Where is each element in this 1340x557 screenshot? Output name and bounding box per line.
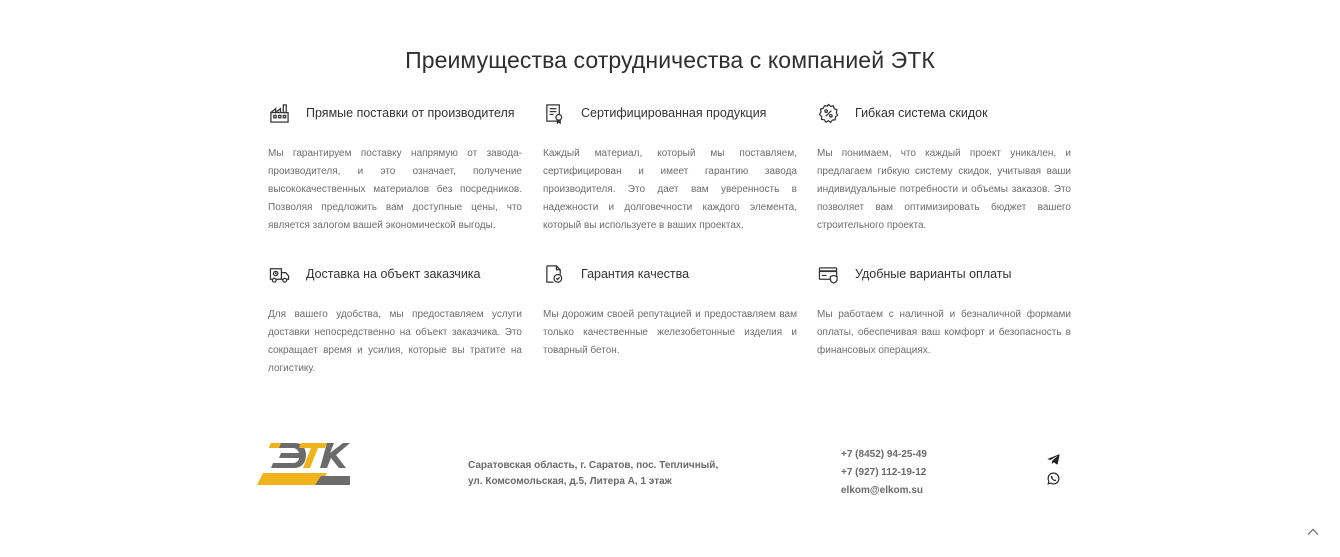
- email-link[interactable]: elkom@elkom.su: [841, 485, 924, 496]
- feature-text: Для вашего удобства, мы предоставляем услуги доставки непосредственно на объект заказчика. Это сокращает время и усилия, которые вы тратите на логистику.: [268, 309, 522, 374]
- chevron-up-icon: [1305, 526, 1321, 538]
- feature-text: Мы понимаем, что каждый проект уникален, и предлагаем гибкую систему скидок, учитывая ваши индивидуальные потребности и объемы заказов. Это позволяет вам оптимизировать бюджет вашего строительного проекта.: [817, 148, 1071, 231]
- feature-title: Удобные варианты оплаты: [855, 267, 1012, 281]
- section-title: Преимущества сотрудничества с компанией ЭТК: [405, 47, 935, 73]
- logo-mark: [257, 440, 350, 487]
- feature-title: Сертифицированная продукция: [581, 106, 767, 120]
- feature-direct-supply: [268, 101, 522, 235]
- feature-title: Доставка на объект заказчика: [306, 267, 481, 281]
- phone-link[interactable]: +7 (8452) 94-25-49: [841, 449, 927, 460]
- factory-icon: [268, 102, 290, 124]
- feature-text: Мы гарантируем поставку напрямую от завода-производителя, и это означает, получение высококачественных материалов без посредников. Позволяя предложить вам доступные цены, что является залогом вашей экономической выгоды.: [268, 148, 522, 231]
- feature-quality: [543, 262, 797, 360]
- social-links: [1047, 453, 1061, 491]
- quality-icon: [543, 263, 565, 285]
- company-logo[interactable]: [257, 440, 350, 487]
- feature-text: Каждый материал, который мы поставляем, сертифицирован и имеет гарантию завода производителя. Это дает вам уверенность в надежности и долговечности каждого элемента, который вы используете в ваших проектах.: [543, 148, 797, 231]
- scroll-to-top-button[interactable]: [1305, 525, 1321, 537]
- address-line: Саратовская область, г. Саратов, пос. Тепличный,: [468, 460, 719, 471]
- payment-card-icon: [817, 263, 839, 285]
- certificate-icon: [543, 102, 565, 124]
- telegram-icon[interactable]: [1047, 453, 1060, 466]
- feature-title: Гарантия качества: [581, 267, 690, 281]
- feature-title: Прямые поставки от производителя: [306, 106, 515, 120]
- delivery-truck-icon: [268, 263, 290, 285]
- whatsapp-icon[interactable]: [1047, 472, 1060, 485]
- address-line: ул. Комсомольская, д.5, Литера А, 1 этаж: [468, 476, 672, 487]
- feature-discounts: [817, 101, 1071, 235]
- feature-text: Мы дорожим своей репутацией и предоставляем вам только качественные железобетонные изделия и товарный бетон.: [543, 309, 797, 356]
- feature-certified: [543, 101, 797, 235]
- discount-icon: [817, 102, 839, 124]
- company-address: [468, 458, 718, 490]
- feature-delivery: [268, 262, 522, 378]
- feature-payment: [817, 262, 1071, 360]
- phone-link[interactable]: +7 (927) 112-19-12: [841, 467, 927, 478]
- feature-text: Мы работаем с наличной и безналичной формами оплаты, обеспечивая ваш комфорт и безопасность в финансовых операциях.: [817, 309, 1071, 356]
- contacts: [841, 446, 927, 500]
- feature-title: Гибкая система скидок: [855, 106, 988, 120]
